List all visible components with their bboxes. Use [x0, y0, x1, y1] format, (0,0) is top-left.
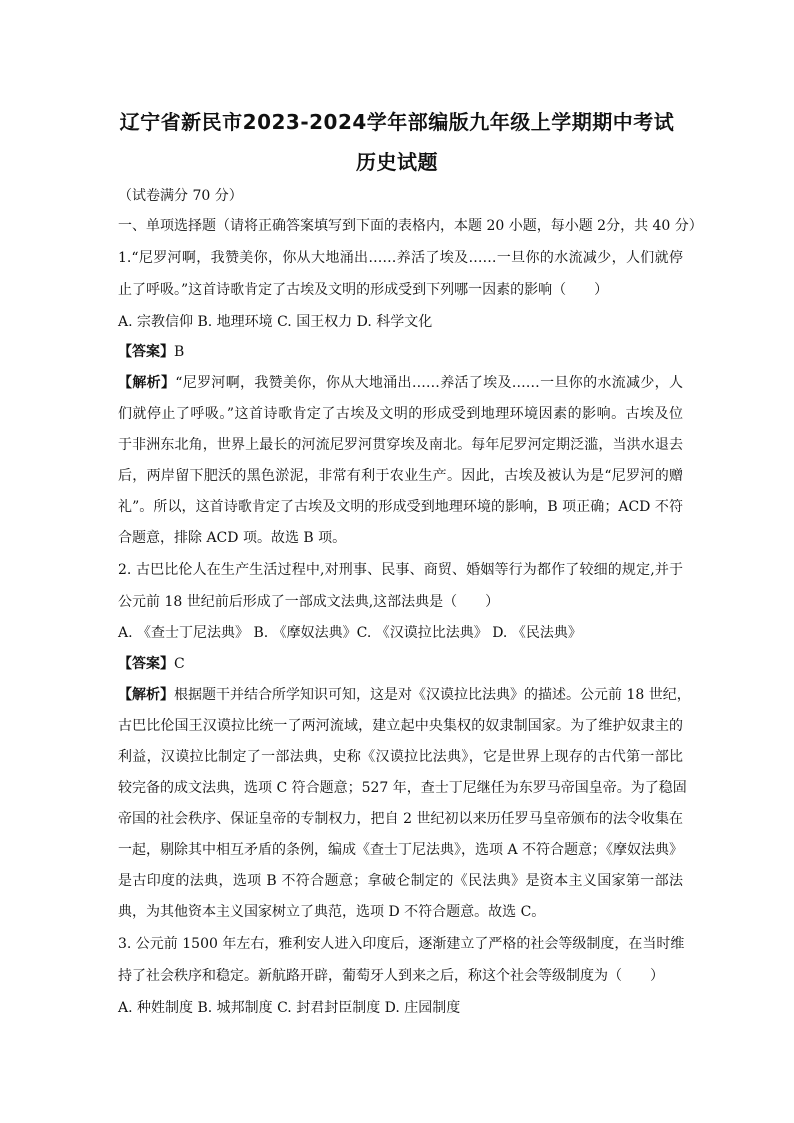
- question-1-analysis-line-5: 礼”。所以，这首诗歌肯定了古埃及文明的形成受到地理环境的影响，B 项正确；ACD 不符: [118, 499, 683, 515]
- answer-label: 【答案】: [118, 344, 174, 360]
- question-2-analysis-line-5: 帝国的社会秩序、保证皇帝的专制权力，把自 2 世纪初以来历任罗马皇帝颁布的法令收集在: [118, 811, 683, 827]
- question-2-analysis-line-1: [118, 685, 691, 705]
- answer-value: C: [174, 656, 185, 672]
- document-title: 辽宁省新民市2023-2024学年部编版九年级上学期期中考试: [119, 110, 675, 134]
- answer-value: B: [174, 344, 185, 360]
- analysis-text: “尼罗河啊，我赞美你，你从大地涌出……养活了埃及……一旦你的水流减少，人: [175, 375, 683, 391]
- question-2-analysis-line-2: 古巴比伦国王汉谟拉比统一了两河流域，建立起中央集权的奴隶制国家。为了维护奴隶主的: [118, 718, 683, 734]
- question-3-stem-line-1: 3. 公元前 1500 年左右，雅利安人进入印度后，逐渐建立了严格的社会等级制度，在当时维: [118, 936, 685, 952]
- analysis-label: 【解析】: [118, 687, 174, 703]
- question-2-analysis-line-3: 利益，汉谟拉比制定了一部法典，史称《汉谟拉比法典》，它是世界上现存的古代第一部比: [118, 749, 683, 765]
- question-2-analysis-line-4: 较完备的成文法典，选项 C 符合题意；527 年，查士丁尼继任为东罗马帝国皇帝。为了稳固: [118, 780, 687, 796]
- question-2-stem-line-2: 公元前 18 世纪前后形成了一部成文法典,这部法典是（ ）: [118, 594, 500, 610]
- question-1-stem-line-2: 止了呼吸。”这首诗歌肯定了古埃及文明的形成受到下列哪一因素的影响（ ）: [118, 282, 609, 298]
- question-2-stem-line-1: 2. 古巴比伦人在生产生活过程中,对刑事、民事、商贸、婚姻等行为都作了较细的规定,并于: [118, 562, 683, 578]
- question-3-options: A. 种姓制度 B. 城邦制度 C. 封君封臣制度 D. 庄园制度: [118, 1000, 461, 1016]
- question-3-stem-line-2: 持了社会秩序和稳定。新航路开辟，葡萄牙人到来之后，称这个社会等级制度为（ ）: [118, 968, 664, 984]
- question-2-analysis-line-7: 是古印度的法典，选项 B 不符合题意；拿破仑制定的《民法典》是资本主义国家第一部法: [118, 873, 683, 889]
- question-1-answer: [118, 342, 683, 362]
- question-2-answer: [118, 654, 683, 674]
- question-1-analysis-line-2: 们就停止了呼吸。”这首诗歌肯定了古埃及文明的形成受到地理环境因素的影响。古埃及位: [118, 406, 683, 422]
- question-1-analysis-line-4: 后，两岸留下肥沃的黑色淤泥，非常有利于农业生产。因此，古埃及被认为是“尼罗河的赠: [118, 468, 683, 484]
- analysis-label: 【解析】: [118, 375, 176, 391]
- analysis-text: 根据题干并结合所学知识可知，这是对《汉谟拉比法典》的描述。公元前 18 世纪，: [174, 687, 691, 703]
- question-2-analysis-line-8: 典，为其他资本主义国家树立了典范，选项 D 不符合题意。故选 C。: [118, 904, 546, 920]
- question-1-options: A. 宗教信仰 B. 地理环境 C. 国王权力 D. 科学文化: [118, 314, 433, 330]
- question-2-options: A. 《查士丁尼法典》 B. 《摩奴法典》C. 《汉谟拉比法典》 D. 《民法典》: [118, 625, 582, 641]
- section-heading: 一、单项选择题（请将正确答案填写到下面的表格内，本题 20 小题，每小题 2分，共 40 分）: [118, 218, 703, 234]
- question-2-analysis-line-6: 一起，剔除其中相互矛盾的条例，编成《查士丁尼法典》，选项 A 不符合题意；《摩奴法典》: [118, 842, 684, 858]
- question-1-stem-line-1: 1.“尼罗河啊，我赞美你，你从大地涌出……养活了埃及……一旦你的水流减少，人们就停: [118, 250, 683, 266]
- question-1-analysis-line-1: [118, 373, 683, 393]
- full-score-note: （试卷满分 70 分）: [118, 188, 243, 204]
- question-1-analysis-line-6: 合题意，排除 ACD 项。故选 B 项。: [118, 530, 347, 546]
- answer-label: 【答案】: [118, 656, 174, 672]
- document-subtitle: 历史试题: [356, 150, 438, 174]
- question-1-analysis-line-3: 于非洲东北角，世界上最长的河流尼罗河贯穿埃及南北。每年尼罗河定期泛滥，当洪水退去: [118, 437, 683, 453]
